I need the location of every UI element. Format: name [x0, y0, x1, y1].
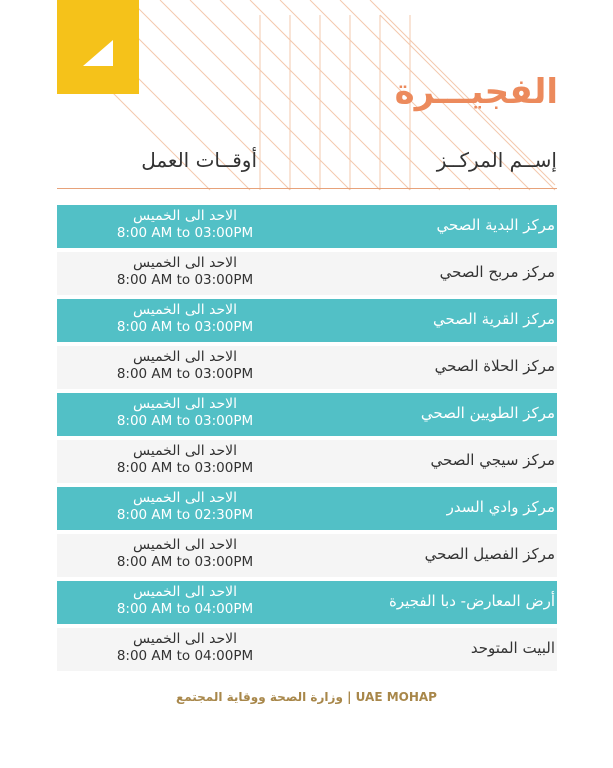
working-hours	[110, 490, 260, 524]
working-hours	[110, 396, 260, 430]
table-row	[57, 252, 557, 295]
working-days: الاحد الى الخميس	[133, 537, 237, 553]
working-time: 8:00 AM to 04:00PM	[116, 601, 254, 617]
table-row	[57, 534, 557, 577]
center-name: مركز سيجي الصحي	[430, 451, 555, 469]
working-hours	[110, 302, 260, 336]
working-time: 8:00 AM to 03:00PM	[116, 460, 254, 476]
working-days: الاحد الى الخميس	[133, 584, 237, 600]
working-hours	[110, 208, 260, 242]
working-time: 8:00 AM to 03:00PM	[116, 319, 254, 335]
footer-text: وزارة الصحة ووقاية المجتمع | UAE MOHAP	[176, 690, 437, 704]
table-header	[57, 148, 557, 189]
working-time: 8:00 AM to 03:00PM	[116, 366, 254, 382]
working-days: الاحد الى الخميس	[133, 208, 237, 224]
table-row	[57, 440, 557, 483]
working-days: الاحد الى الخميس	[133, 631, 237, 647]
table-row	[57, 581, 557, 624]
working-time: 8:00 AM to 03:00PM	[116, 225, 254, 241]
working-hours	[110, 349, 260, 383]
center-name: مركز وادي السدر	[446, 498, 555, 516]
table-row	[57, 393, 557, 436]
center-name: مركز القرية الصحي	[432, 310, 555, 328]
working-hours	[110, 537, 260, 571]
working-hours	[110, 255, 260, 289]
center-name: مركز الحلاة الصحي	[434, 357, 555, 375]
working-time: 8:00 AM to 04:00PM	[116, 648, 254, 664]
table-row	[57, 299, 557, 342]
table-row	[57, 487, 557, 530]
center-name: مركز الطويين الصحي	[420, 404, 555, 422]
working-days: الاحد الى الخميس	[133, 302, 237, 318]
center-name: مركز مربح الصحي	[439, 263, 555, 281]
working-hours	[110, 631, 260, 665]
working-time: 8:00 AM to 03:00PM	[116, 554, 254, 570]
schedule-table	[57, 205, 557, 675]
working-time: 8:00 AM to 03:00PM	[116, 413, 254, 429]
working-days: الاحد الى الخميس	[133, 490, 237, 506]
table-row	[57, 205, 557, 248]
working-days: الاحد الى الخميس	[133, 443, 237, 459]
center-name: مركز البدية الصحي	[436, 216, 555, 234]
working-time: 8:00 AM to 02:30PM	[116, 507, 254, 523]
working-time: 8:00 AM to 03:00PM	[116, 272, 254, 288]
yellow-corner-block	[57, 0, 139, 94]
center-name: مركز الفصيل الصحي	[424, 545, 555, 563]
working-hours	[110, 443, 260, 477]
working-days: الاحد الى الخميس	[133, 349, 237, 365]
center-name: البيت المتوحد	[470, 639, 555, 657]
center-column-header: إســم المركــز	[436, 148, 557, 172]
center-name: أرض المعارض- دبا الفجيرة	[389, 592, 555, 610]
table-row	[57, 628, 557, 671]
triangle-icon	[83, 40, 113, 66]
working-days: الاحد الى الخميس	[133, 255, 237, 271]
hours-column-header: أوقــات العمل	[141, 148, 257, 172]
working-hours	[110, 584, 260, 618]
table-row	[57, 346, 557, 389]
working-days: الاحد الى الخميس	[133, 396, 237, 412]
page-title: الفجيـــرة	[394, 72, 558, 112]
